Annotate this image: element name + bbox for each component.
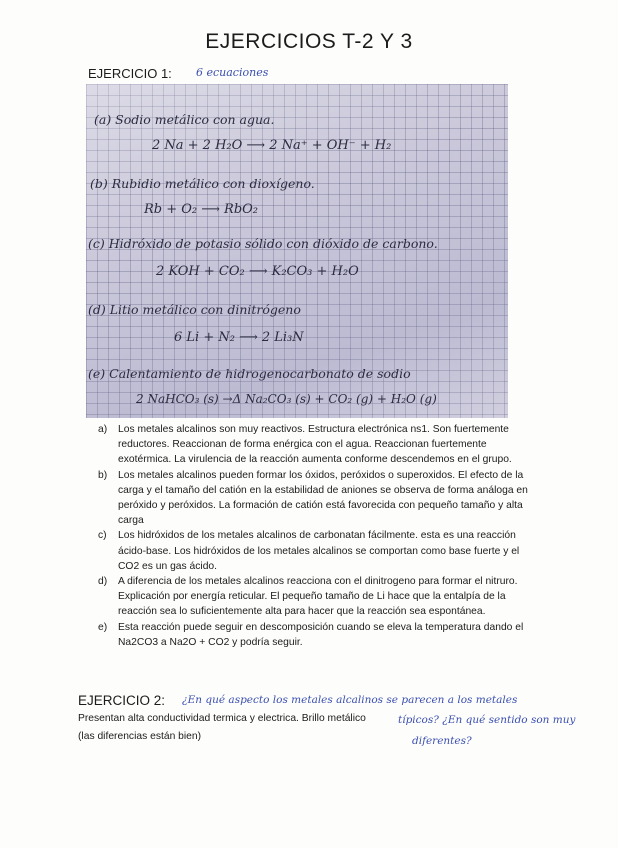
exercise2-answer-line1: Presentan alta conductividad termica y electrica. Brillo metálico	[78, 713, 366, 724]
list-item-label: e)	[98, 621, 108, 633]
exercise2-answer-line2: (las diferencias están bien)	[78, 731, 202, 742]
page-title: EJERCICIOS T-2 Y 3	[205, 30, 413, 53]
list-item	[98, 528, 528, 574]
exercise2-question-line1: ¿En qué aspecto los metales alcalinos se parecen a los metales	[182, 694, 518, 706]
list-item	[98, 422, 528, 468]
notebook-photo	[86, 84, 508, 418]
list-item-text: Esta reacción puede seguir en descomposición cuando se eleva la temperatura dando el Na2CO3 a Na2O + CO2 y podría seguir.	[118, 621, 524, 648]
exercise1-handwritten-note: 6 ecuaciones	[196, 66, 269, 79]
handwritten-e-equation: 2 NaHCO₃ (s) →Δ Na₂CO₃ (s) + CO₂ (g) + H₂O (g)	[136, 392, 437, 406]
handwritten-b-label: (b) Rubidio metálico con dioxígeno.	[90, 176, 315, 191]
list-item-label: d)	[98, 576, 108, 588]
list-item-text: Los metales alcalinos son muy reactivos. Estructura electrónica ns1. Son fuertemente reductores. Reaccionan de forma enérgica con el agua. Reaccionan fuertemente exotérmica. La virulencia de la reacción aumenta conforme descendemos en el grupo.	[118, 424, 512, 466]
list-item-text: A diferencia de los metales alcalinos reacciona con el dinitrogeno para formar el nitruro. Explicación por energía reticular. El pequeño tamaño de Li hace que la entalpía de la reacción sea lo suficientemente alta para hacer que la reacción sea espontánea.	[118, 576, 518, 618]
handwritten-a-equation: 2 Na + 2 H₂O ⟶ 2 Na⁺ + OH⁻ + H₂	[152, 138, 392, 153]
list-item	[98, 574, 528, 620]
list-item-text: Los hidróxidos de los metales alcalinos de carbonatan fácilmente. esta es una reacción ácido-base. Los hidróxidos de los metales alcalinos se comportan como base fuerte y el CO2 es un gas ácido.	[118, 530, 520, 572]
handwritten-c-label: (c) Hidróxido de potasio sólido con dióxido de carbono.	[88, 236, 438, 251]
handwritten-a-label: (a) Sodio metálico con agua.	[94, 112, 275, 127]
handwritten-c-equation: 2 KOH + CO₂ ⟶ K₂CO₃ + H₂O	[156, 264, 359, 279]
exercise1-heading: EJERCICIO 1:	[88, 66, 172, 81]
exercise2-question-line2: típicos? ¿En qué sentido son muy	[398, 714, 576, 726]
exercise2-question-line3: diferentes?	[412, 735, 472, 747]
handwritten-d-label: (d) Litio metálico con dinitrógeno	[88, 302, 301, 317]
handwritten-e-label: (e) Calentamiento de hidrogenocarbonato de sodio	[88, 366, 411, 381]
list-item-text: Los metales alcalinos pueden formar los óxidos, peróxidos o superoxidos. El efecto de la carga y el tamaño del catión en la estabilidad de aniones se observa de forma análoga en peróxido y peróxidos. La formación de catión está favorecida con pequeño tamaño y alta carga	[118, 469, 528, 527]
answers-list	[98, 422, 528, 650]
handwritten-d-equation: 6 Li + N₂ ⟶ 2 Li₃N	[174, 330, 304, 345]
list-item	[98, 468, 528, 529]
list-item	[98, 620, 528, 650]
exercise2-heading: EJERCICIO 2:	[78, 693, 166, 708]
handwritten-b-equation: Rb + O₂ ⟶ RbO₂	[144, 202, 259, 217]
list-item-label: b)	[98, 469, 108, 481]
list-item-label: a)	[98, 424, 108, 435]
list-item-label: c)	[98, 530, 107, 542]
